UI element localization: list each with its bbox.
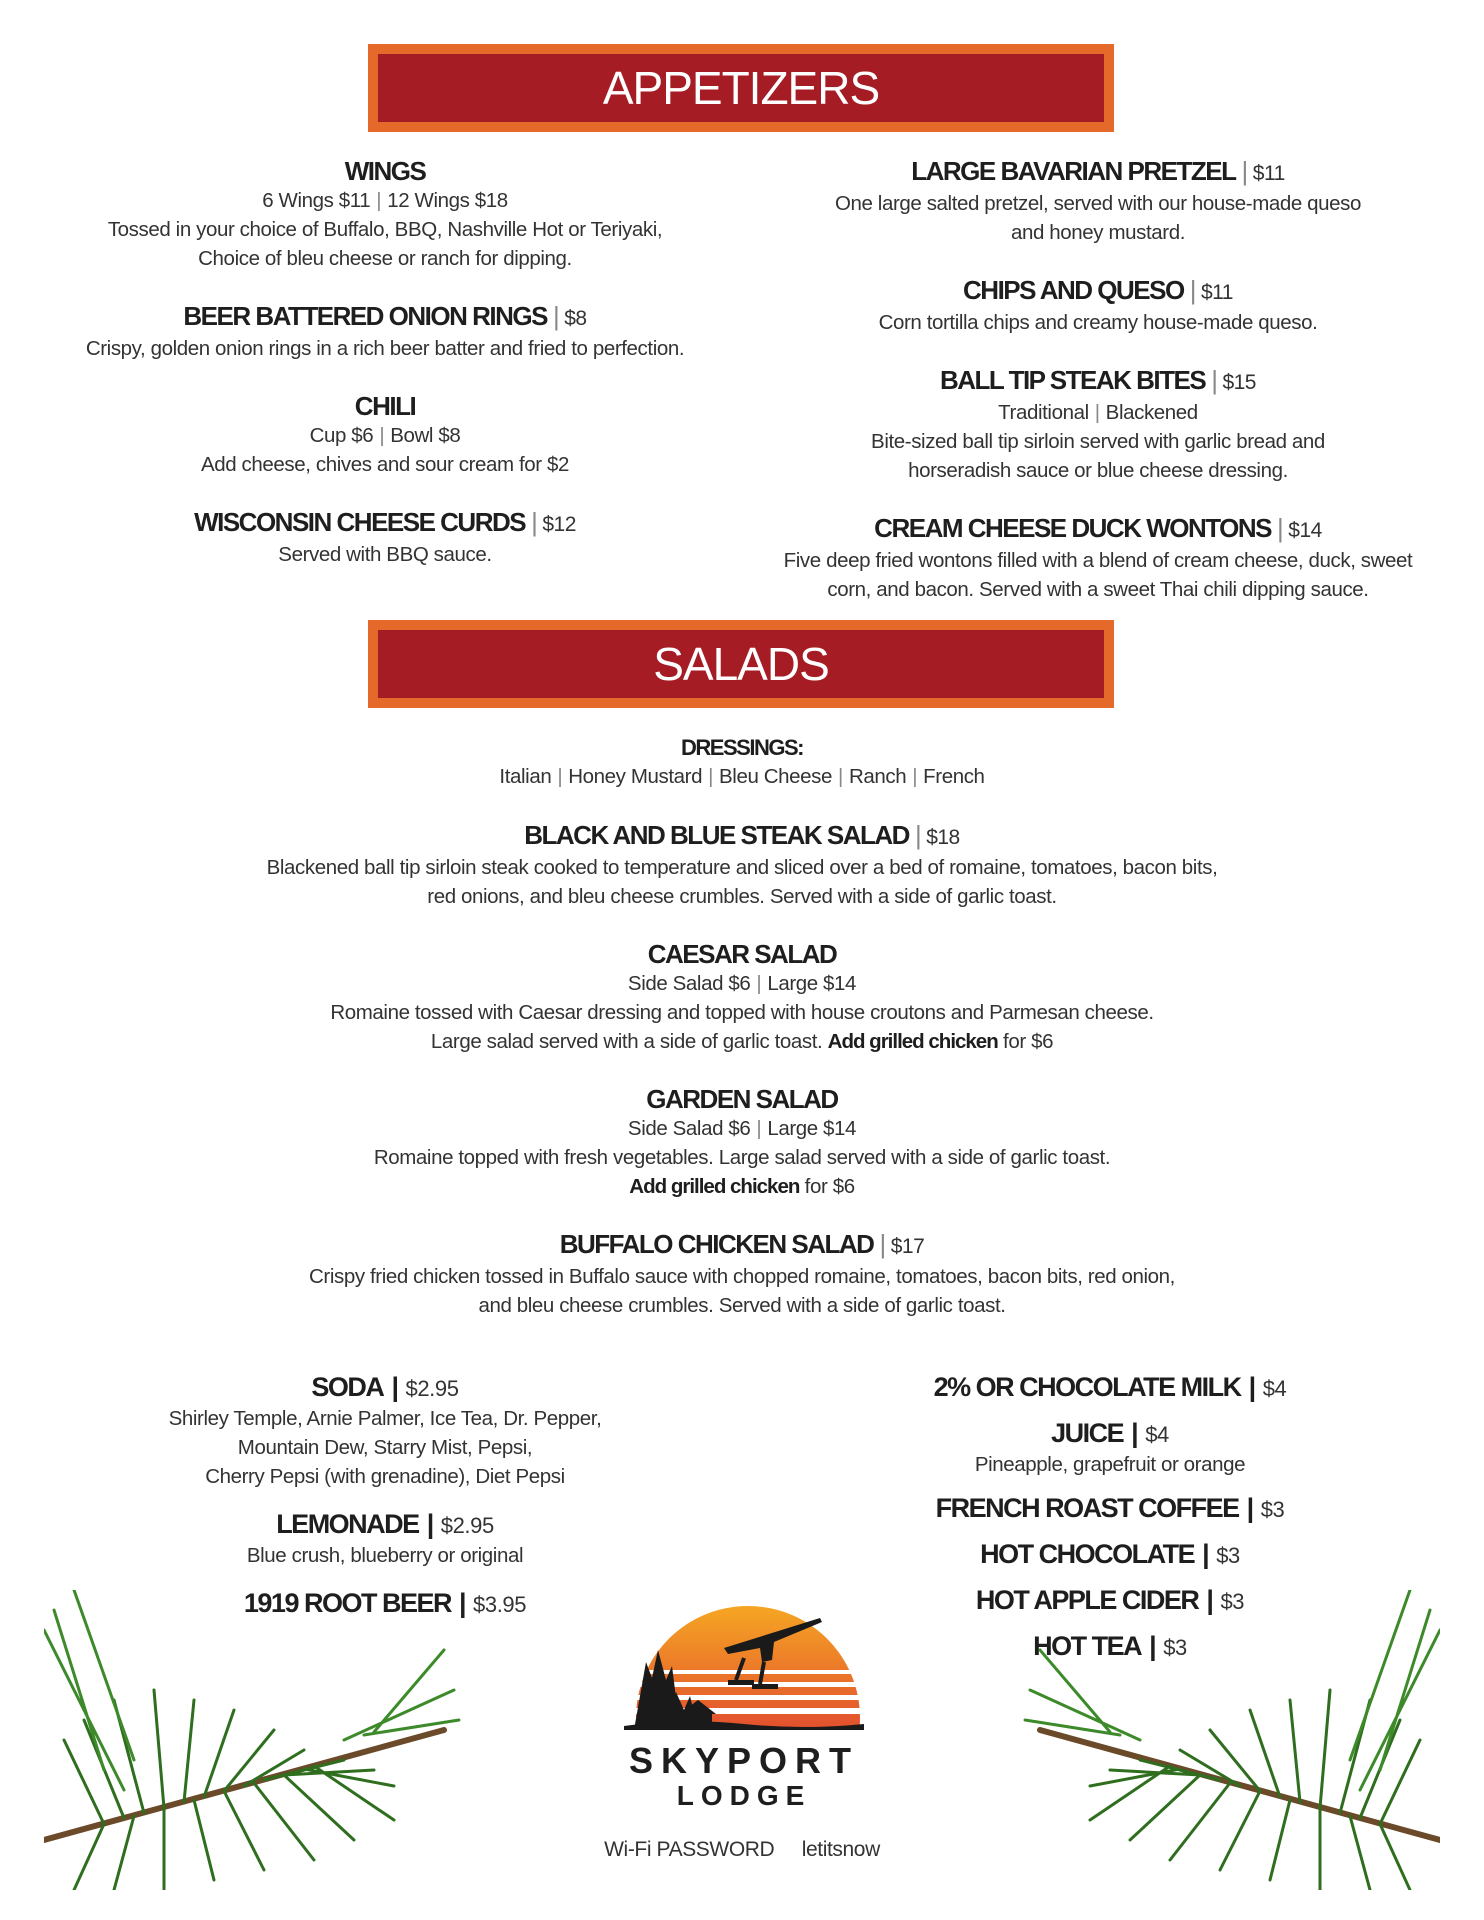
menu-item [40, 301, 730, 363]
item-price: $11 [1200, 281, 1233, 304]
item-description: Choice of bleu cheese or ranch for dipping. [198, 247, 572, 270]
item-description: and honey mustard. [1011, 221, 1185, 244]
menu-item [40, 156, 730, 273]
beverage-name: LEMONADE [276, 1509, 419, 1539]
item-title [752, 365, 1444, 398]
menu-item [40, 507, 730, 569]
separator: | [756, 972, 762, 995]
salads-banner [368, 620, 1114, 708]
separator: | [1246, 1493, 1253, 1523]
pine-branch-right-icon [1020, 1590, 1440, 1890]
item-description: red onions, and bleu cheese crumbles. Served with a side of garlic toast. [427, 885, 1057, 908]
item-description: Blackened ball tip sirloin steak cooked to temperature and sliced over a bed of romaine, tomatoes, bacon bits, [266, 856, 1218, 879]
item-description: Five deep fried wontons filled with a blend of cream cheese, duck, sweet [783, 549, 1413, 572]
menu-item [752, 156, 1444, 247]
brand-name: SKYPORT [628, 1740, 860, 1781]
item-option: Bowl $8 [390, 424, 461, 447]
item-name: CREAM CHEESE DUCK WONTONS [874, 513, 1271, 543]
separator: | [1131, 1418, 1138, 1448]
beverage-item [880, 1539, 1340, 1571]
item-name: GARDEN SALAD [646, 1084, 838, 1114]
pine-branch-left-icon [44, 1590, 464, 1890]
dressings-list [100, 762, 1384, 791]
item-title [40, 156, 730, 186]
appetizers-heading: APPETIZERS [378, 54, 1104, 122]
item-option: Traditional [998, 401, 1089, 424]
item-options [40, 421, 730, 450]
item-name: CAESAR SALAD [647, 939, 837, 969]
item-option: Side Salad $6 [627, 972, 751, 995]
beverage-name: SODA [311, 1372, 384, 1402]
beverage-title [150, 1372, 620, 1404]
beverage-item [880, 1493, 1340, 1525]
beverage-price: $2.95 [440, 1513, 494, 1538]
item-price: $17 [890, 1235, 925, 1258]
beverage-name: FRENCH ROAST COFFEE [935, 1493, 1239, 1523]
item-name: BEER BATTERED ONION RINGS [183, 301, 547, 331]
separator: | [1189, 275, 1195, 305]
separator: | [531, 507, 537, 537]
item-option: Large $14 [767, 972, 857, 995]
beverage-description: Shirley Temple, Arnie Palmer, Ice Tea, Dr. Pepper, [168, 1407, 602, 1430]
item-options [752, 398, 1444, 427]
item-price: $14 [1288, 519, 1322, 542]
item-price: $11 [1252, 162, 1285, 185]
beverage-item [880, 1372, 1340, 1404]
menu-item [100, 1229, 1384, 1320]
dressing-option: Bleu Cheese [719, 765, 833, 788]
item-options [100, 1114, 1384, 1143]
beverage-price: $3 [1220, 1589, 1245, 1614]
separator: | [914, 820, 921, 850]
addon-tail: for $6 [799, 1175, 855, 1198]
menu-item [752, 513, 1444, 604]
dressing-option: Honey Mustard [568, 765, 703, 788]
dressing-option: Italian [499, 765, 552, 788]
beverage-name: HOT CHOCOLATE [980, 1539, 1195, 1569]
menu-item [752, 275, 1444, 337]
beverage-description: Pineapple, grapefruit or orange [974, 1453, 1246, 1476]
dressings-block [100, 734, 1384, 791]
addon-highlight: Add grilled chicken [629, 1175, 800, 1198]
separator: | [1248, 1372, 1255, 1402]
item-title [752, 156, 1444, 189]
beverage-item [150, 1509, 620, 1570]
salads-heading: SALADS [378, 630, 1104, 698]
separator: | [557, 765, 563, 788]
item-addon [100, 1172, 1384, 1201]
brand-subname: LODGE [676, 1780, 812, 1811]
item-option: 12 Wings $18 [387, 189, 508, 212]
item-name: LARGE BAVARIAN PRETZEL [911, 156, 1236, 186]
item-description: One large salted pretzel, served with our house-made queso [834, 192, 1362, 215]
item-title [752, 275, 1444, 308]
separator: | [379, 424, 385, 447]
addon-highlight: Add grilled chicken [827, 1030, 998, 1053]
beverage-name: 1919 ROOT BEER [243, 1588, 451, 1618]
menu-item [100, 1084, 1384, 1201]
addon-lead: Large salad served with a side of garlic toast. [430, 1030, 828, 1053]
beverage-price: $3 [1260, 1497, 1285, 1522]
item-title [40, 391, 730, 421]
item-description: Corn tortilla chips and creamy house-made queso. [878, 311, 1318, 334]
item-name: CHIPS AND QUESO [963, 275, 1184, 305]
item-option: 6 Wings $11 [262, 189, 371, 212]
appetizers-right-column [752, 156, 1444, 632]
beverage-name: HOT APPLE CIDER [975, 1585, 1199, 1615]
beverage-description: Cherry Pepsi (with grenadine), Diet Pepsi [205, 1465, 565, 1488]
item-name: CHILI [354, 391, 416, 421]
separator: | [708, 765, 714, 788]
item-title [100, 820, 1384, 853]
separator: | [376, 189, 382, 212]
separator: | [391, 1372, 398, 1402]
menu-item [40, 391, 730, 479]
item-description: and bleu cheese crumbles. Served with a side of garlic toast. [478, 1294, 1006, 1317]
beverage-price: $3.95 [473, 1592, 527, 1617]
separator: | [838, 765, 843, 788]
beverage-item [150, 1372, 620, 1491]
item-addon [100, 1027, 1384, 1056]
item-title [40, 301, 730, 334]
item-option: Side Salad $6 [627, 1117, 751, 1140]
item-description: Crispy fried chicken tossed in Buffalo sauce with chopped romaine, tomatoes, bacon bits, red onion, [309, 1265, 1175, 1288]
item-description: Add cheese, chives and sour cream for $2 [200, 453, 569, 476]
beverage-price: $2.95 [405, 1376, 459, 1401]
separator: | [458, 1588, 466, 1618]
wifi-password: letitsnow [801, 1838, 880, 1861]
dressings-label: DRESSINGS: [681, 735, 803, 760]
item-description: horseradish sauce or blue cheese dressing. [908, 459, 1288, 482]
item-price: $15 [1222, 371, 1256, 394]
item-price: $8 [564, 307, 587, 330]
item-description: corn, and bacon. Served with a sweet Thai chili dipping sauce. [827, 578, 1369, 601]
item-name: WISCONSIN CHEESE CURDS [194, 507, 526, 537]
item-option: Large $14 [767, 1117, 857, 1140]
beverage-price: $3 [1216, 1543, 1240, 1568]
beverage-title [880, 1418, 1340, 1450]
separator: | [1202, 1539, 1209, 1569]
beverage-price: $4 [1262, 1376, 1287, 1401]
item-option: Cup $6 [309, 424, 374, 447]
item-description: Romaine tossed with Caesar dressing and topped with house croutons and Parmesan cheese. [330, 1001, 1154, 1024]
beverage-item [880, 1418, 1340, 1479]
item-description: Bite-sized ball tip sirloin served with garlic bread and [871, 430, 1325, 453]
item-options [100, 969, 1384, 998]
beverage-price: $4 [1145, 1422, 1169, 1447]
beverage-title [150, 1509, 620, 1541]
salads-list [100, 820, 1384, 1348]
dressing-option: French [923, 765, 985, 788]
separator: | [1094, 401, 1100, 424]
beverage-name: 2% OR CHOCOLATE MILK [933, 1372, 1241, 1402]
item-name: BALL TIP STEAK BITES [940, 365, 1206, 395]
addon-tail: for $6 [997, 1030, 1054, 1053]
separator: | [1277, 513, 1283, 543]
menu-item [752, 365, 1444, 485]
separator: | [426, 1509, 433, 1539]
menu-item [100, 820, 1384, 911]
beverage-price: $3 [1163, 1635, 1187, 1660]
item-title [40, 507, 730, 540]
item-title [100, 1229, 1384, 1262]
separator: | [912, 765, 918, 788]
item-description: Crispy, golden onion rings in a rich beer batter and fried to perfection. [85, 337, 685, 360]
separator: | [879, 1229, 885, 1259]
beverage-title [880, 1493, 1340, 1525]
beverage-name: HOT TEA [1033, 1631, 1142, 1661]
appetizers-banner [368, 44, 1114, 132]
dressing-option: Ranch [848, 765, 907, 788]
separator: | [552, 301, 559, 331]
wifi-info [540, 1838, 944, 1862]
item-title [100, 939, 1384, 969]
item-title [100, 1084, 1384, 1114]
item-title [752, 513, 1444, 546]
item-description: Tossed in your choice of Buffalo, BBQ, Nashville Hot or Teriyaki, [107, 218, 663, 241]
item-description: Romaine topped with fresh vegetables. Large salad served with a side of garlic toast. [373, 1146, 1111, 1169]
separator: | [1211, 365, 1217, 395]
item-options [40, 186, 730, 215]
item-name: WINGS [344, 156, 426, 186]
item-option: Blackened [1105, 401, 1198, 424]
beverage-description: Blue crush, blueberry or original [246, 1544, 524, 1567]
item-price: $18 [926, 826, 960, 849]
sunset-airplane-logo-icon [624, 1600, 864, 1740]
separator: | [1241, 156, 1247, 186]
beverage-title [880, 1539, 1340, 1571]
item-name: BLACK AND BLUE STEAK SALAD [524, 820, 909, 850]
menu-item [100, 939, 1384, 1056]
separator: | [756, 1117, 762, 1140]
beverage-title [880, 1372, 1340, 1404]
item-price: $12 [542, 513, 576, 536]
beverage-name: JUICE [1051, 1418, 1124, 1448]
appetizers-left-column [40, 156, 730, 597]
item-description: Served with BBQ sauce. [278, 543, 492, 566]
wifi-label: Wi-Fi PASSWORD [604, 1838, 775, 1861]
separator: | [1149, 1631, 1156, 1661]
separator: | [1206, 1585, 1213, 1615]
beverage-description: Mountain Dew, Starry Mist, Pepsi, [237, 1436, 533, 1459]
item-name: BUFFALO CHICKEN SALAD [559, 1229, 874, 1259]
